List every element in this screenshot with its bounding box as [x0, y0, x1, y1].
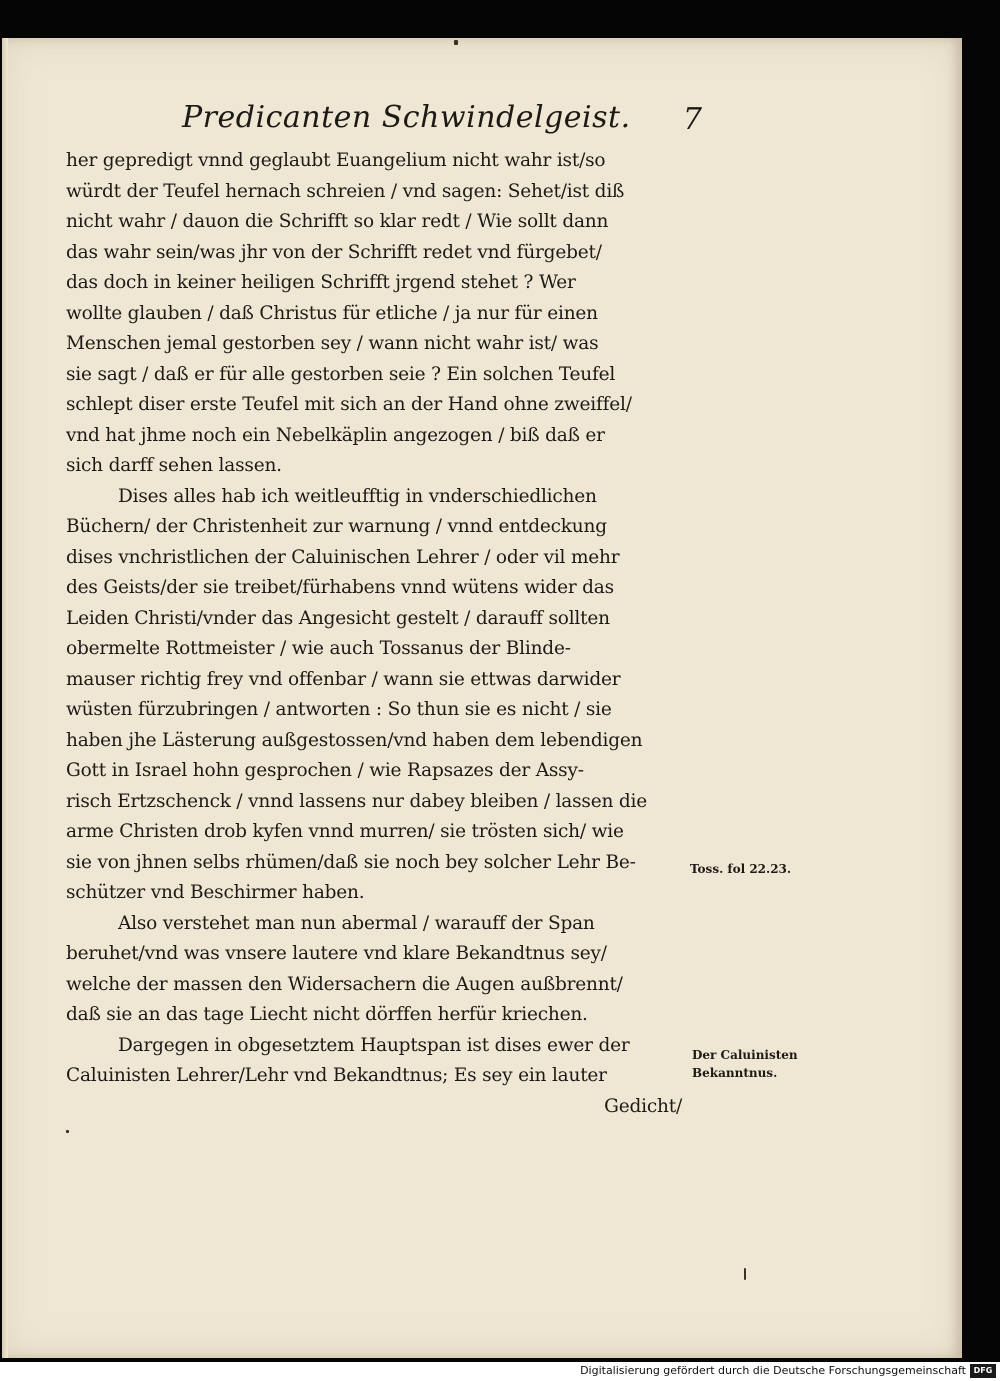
- text-line: welche der massen den Widersachern die Augen außbrennt/: [66, 973, 623, 995]
- text-line: des Geists/der sie treibet/fürhabens vnnd wütens wider das: [66, 577, 614, 598]
- text-line: sie sagt / daß er für alle gestorben seie ? Ein solchen Teufel: [66, 363, 616, 385]
- text-line: haben jhe Lästerung außgestossen/vnd haben dem lebendigen: [66, 729, 643, 751]
- text-line: würdt der Teufel hernach schreien / vnd sagen: Sehet/ist diß: [66, 180, 625, 202]
- text-line: vnd hat jhme noch ein Nebelkäplin angezogen / biß daß er: [66, 424, 605, 446]
- text-line: risch Ertzschenck / vnnd lassens nur dabey bleiben / lassen die: [66, 790, 647, 812]
- text-line: Gott in Israel hohn gesprochen / wie Rapsazes der Assy-: [66, 760, 584, 781]
- paragraph-start-line: Dises alles hab ich weitleufftig in vnderschiedlichen: [118, 485, 597, 507]
- page-gutter-shadow: [2, 38, 8, 1358]
- paragraph-start-line: Also verstehet man nun abermal / warauff der Span: [118, 912, 595, 934]
- text-line: daß sie an das tage Liecht nicht dörffen herfür kriechen.: [66, 1004, 588, 1025]
- footer-credit: Digitalisierung gefördert durch die Deutsche Forschungsgemeinschaft: [580, 1364, 966, 1377]
- text-line: sich darff sehen lassen.: [66, 455, 282, 476]
- page-header: [182, 100, 702, 148]
- text-line: wüsten fürzubringen / antworten : So thun sie es nicht / sie: [66, 699, 612, 720]
- text-line: mauser richtig frey vnd offenbar / wann sie ettwas darwider: [66, 668, 621, 690]
- text-line: dises vnchristlichen der Caluinischen Lehrer / oder vil mehr: [66, 546, 620, 568]
- text-line: das wahr sein/was jhr von der Schrifft redet vnd fürgebet/: [66, 241, 602, 263]
- text-line: schützer vnd Beschirmer haben.: [66, 882, 365, 903]
- text-line: wollte glauben / daß Christus für etliche / ja nur für einen: [66, 302, 598, 324]
- text-line: sie von jhnen selbs rhümen/daß sie noch bey solcher Lehr Be-: [66, 851, 636, 873]
- running-title: Predicanten Schwindelgeist.: [182, 100, 631, 135]
- text-line: beruhet/vnd was vnsere lautere vnd klare Bekandtnus sey/: [66, 943, 607, 964]
- page-number: 7: [682, 102, 702, 137]
- text-line: das doch in keiner heiligen Schrifft jrgend stehet ? Wer: [66, 272, 576, 293]
- text-line: Leiden Christi/vnder das Angesicht gestelt / darauff sollten: [66, 607, 610, 629]
- text-line: arme Christen drob kyfen vnnd murren/ sie trösten sich/ wie: [66, 821, 624, 842]
- text-line: schlept diser erste Teufel mit sich an der Hand ohne zweiffel/: [66, 394, 632, 415]
- marginal-note-caluinisten-1: Der Caluinisten: [692, 1048, 798, 1062]
- text-line: Menschen jemal gestorben sey / wann nicht wahr ist/ was: [66, 333, 599, 354]
- text-line: Caluinisten Lehrer/Lehr vnd Bekandtnus; Es sey ein lauter: [66, 1065, 607, 1086]
- paragraph-start-line: Dargegen in obgesetztem Hauptspan ist dises ewer der: [118, 1034, 630, 1056]
- marginal-note-tossanus: Toss. fol 22.23.: [690, 862, 792, 876]
- catchword: Gedicht/: [604, 1095, 682, 1117]
- text-line: obermelte Rottmeister / wie auch Tossanus der Blinde-: [66, 638, 571, 659]
- ink-speck: [744, 1268, 746, 1280]
- text-line: her gepredigt vnnd geglaubt Euangelium nicht wahr ist/so: [66, 150, 606, 171]
- ink-speck: [66, 1130, 69, 1133]
- dfg-logo: DFG: [970, 1364, 996, 1378]
- text-line: nicht wahr / dauon die Schrifft so klar redt / Wie sollt dann: [66, 211, 609, 232]
- text-line: Büchern/ der Christenheit zur warnung / vnnd entdeckung: [66, 516, 607, 537]
- ink-speck: [454, 40, 458, 45]
- marginal-note-caluinisten-2: Bekanntnus.: [692, 1066, 778, 1080]
- body-text: [66, 146, 686, 1122]
